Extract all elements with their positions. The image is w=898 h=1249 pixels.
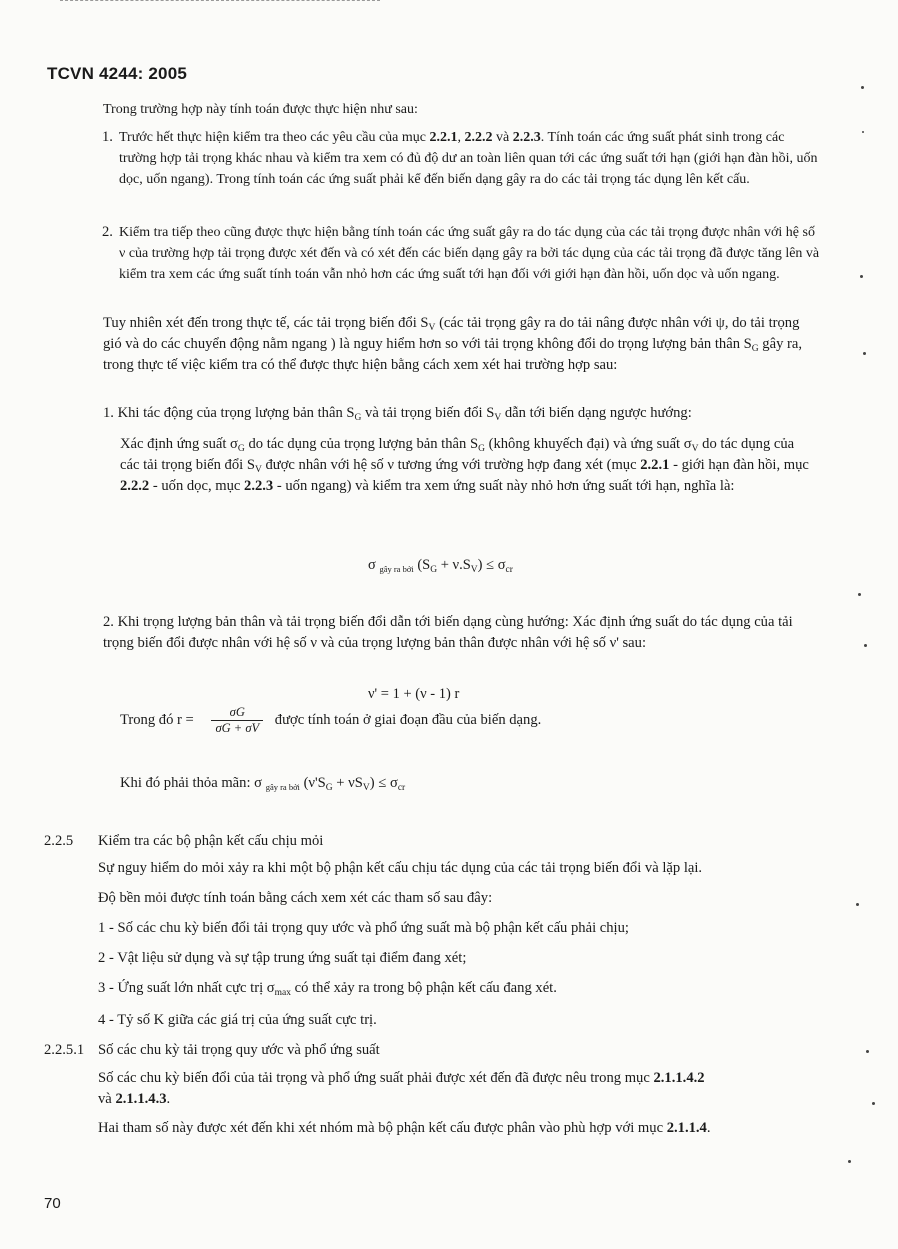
scan-speck [863, 352, 866, 355]
case-2 [102, 222, 842, 285]
formula-same-direction-condition: Khi đó phải thỏa mãn: σ $_{gây ra bởi}$ $(\nu'S_G + \nu S_V) \le \sigma_{cr}$ [120, 775, 406, 793]
scan-top-edge [60, 0, 380, 2]
r-fraction-numerator: σG [211, 705, 263, 721]
scan-speck [866, 1050, 869, 1053]
page-number: 70 [44, 1195, 61, 1212]
ref-2-2-2: 2.2.2 [120, 478, 150, 494]
group-classification-note: Hai tham số này được xét đến khi xét nhóm mà bộ phận kết cấu được phân vào phù hợp với mục 2.1.1.4. [98, 1120, 711, 1136]
scan-speck [872, 1102, 875, 1105]
case-2-label: 2. [102, 224, 113, 240]
formula-r-definition [120, 705, 720, 736]
case-1 [102, 127, 842, 190]
ref-2-2-2: 2.2.2 [464, 130, 493, 145]
ref-2-1-1-4: 2.1.1.4 [666, 1120, 707, 1136]
formula-opposite-deformation: σ $_{gây ra bởi}$ $(S_G + \nu.S_V) \le \sigma_{cr}$ [368, 557, 513, 575]
fatigue-intro: Sự nguy hiểm do mỏi xảy ra khi một bộ phận kết cấu chịu tác dụng của các tải trọng biến đổi và lặp lại. [98, 860, 703, 876]
section-2-2-5-title: Kiểm tra các bộ phận kết cấu chịu mỏi [98, 833, 324, 849]
intro-text: Trong trường hợp này tính toán được thực hiện như sau: [103, 102, 418, 117]
fatigue-parameter-3: 3 - Ứng suất lớn nhất cực trị $\sigma_{max}$ có thể xảy ra trong bộ phận kết cấu đang xét. [98, 980, 557, 998]
practical-note-paragraph: Tuy nhiên xét đến trong thực tế, các tải trọng biến đổi $S_V$ (các tải trọng gây ra do tải nâng được nhân với ψ, do tải trọng gió và do các chuyển động nằm ngang ) là nguy hiểm hơn so với tải trọng không đổi do trọng lượng bản thân $S_G$ gây ra, trong thực tế việc kiểm tra có thể được thực hiện bằng cách xem xét hai trường hợp sau: [103, 315, 802, 373]
case-1-label: 1. [102, 129, 113, 145]
case-2-text: Kiểm tra tiếp theo cũng được thực hiện bằng tính toán các ứng suất gây ra do tác dụng của các tải trọng được nhân với hệ số ν của trường hợp tải trọng được xét đến và có xét đến các biến dạng gây ra bởi tác dụng của các tải trọng đã được tăng lên và kiểm tra xem các ứng suất tính toán vẫn nhỏ hơn các ứng suất tới hạn đối với giới hạn đàn hồi, uốn dọc và uốn ngang. [119, 225, 820, 282]
fatigue-parameter-4: 4 - Tỷ số K giữa các giá trị của ứng suất cực trị. [98, 1012, 377, 1028]
item-1-body: Xác định ứng suất $\sigma_G$ do tác dụng của trọng lượng bản thân $S_G$ (không khuyếch đại) và ứng suất $\sigma_V$ do tác dụng của các tải trọng biến đổi $S_V$ được nhân với hệ số ν tương ứng với trường hợp đang xét (mục 2.2.1 - giới hạn đàn hồi, mục 2.2.2 - uốn dọc, mục 2.2.3 - uốn ngang) và kiểm tra xem ứng suất này nhỏ hơn ứng suất tới hạn, nghĩa là: [120, 436, 809, 494]
scan-speck [862, 131, 864, 133]
scan-speck [861, 86, 864, 89]
fatigue-parameter-1: 1 - Số các chu kỳ biến đổi tải trọng quy ước và phổ ứng suất mà bộ phận kết cấu phải chịu; [98, 920, 629, 936]
ref-2-2-3: 2.2.3 [244, 478, 274, 494]
fatigue-parameters-intro: Độ bền mỏi được tính toán bằng cách xem xét các tham số sau đây: [98, 890, 493, 906]
scan-speck [856, 903, 859, 906]
case-1-text: Trước hết thực hiện kiểm tra theo các yêu cầu của mục 2.2.1, 2.2.2 và 2.2.3. Tính toán các ứng suất phát sinh trong các trường hợp tải trọng khác nhau và kiểm tra xem có đủ độ dư an toàn liên quan tới các ứng suất tới hạn (giới hạn đàn hồi, uốn dọc, uốn ngang). Trong tính toán các ứng suất phải kể đến biến dạng gây ra do các tải trọng tác dụng lên kết cấu. [119, 130, 818, 187]
cycles-spectrum-reference: Số các chu kỳ biến đổi của tải trọng và phổ ứng suất phải được xét đến đã được nêu trong mục 2.1.1.4.2 và 2.1.1.4.3. [98, 1070, 705, 1107]
scan-speck [858, 593, 861, 596]
scan-speck [860, 275, 863, 278]
ref-2-2-1: 2.2.1 [640, 457, 670, 473]
ref-2-1-1-4-3: 2.1.1.4.3 [115, 1091, 167, 1107]
scan-speck [848, 1160, 851, 1163]
r-definition-tail: được tính toán ở giai đoạn đầu của biến dạng. [274, 712, 542, 728]
fatigue-parameter-2: 2 - Vật liệu sử dụng và sự tập trung ứng suất tại điểm đang xét; [98, 950, 467, 966]
ref-2-2-1: 2.2.1 [429, 130, 458, 145]
formula-nu-prime: ν' = 1 + (ν - 1) r [368, 686, 460, 702]
r-definition-lead: Trong đó r = [120, 712, 194, 728]
item-1-heading: 1. Khi tác động của trọng lượng bản thân $S_G$ và tải trọng biến đổi $S_V$ dẫn tới biến dạng ngược hướng: [103, 405, 692, 423]
ref-2-1-1-4-2: 2.1.1.4.2 [653, 1070, 705, 1086]
section-2-2-5-1-title: Số các chu kỳ tải trọng quy ước và phổ ứng suất [98, 1042, 380, 1058]
r-fraction-denominator: σG + σV [215, 721, 260, 735]
section-2-2-5-number: 2.2.5 [44, 833, 74, 849]
section-2-2-5-1-number: 2.2.5.1 [44, 1042, 85, 1058]
r-fraction [211, 705, 263, 736]
standard-header: TCVN 4244: 2005 [47, 64, 188, 83]
item-2-text: 2. Khi trọng lượng bản thân và tải trọng biến đổi dẫn tới biến dạng cùng hướng: Xác định ứng suất do tác dụng của tải trọng biến đổi được nhân với hệ số ν và của trọng lượng bản thân được nhân với hệ số ν' sau: [103, 614, 793, 651]
scan-speck [864, 644, 867, 647]
ref-2-2-3: 2.2.3 [512, 130, 541, 145]
